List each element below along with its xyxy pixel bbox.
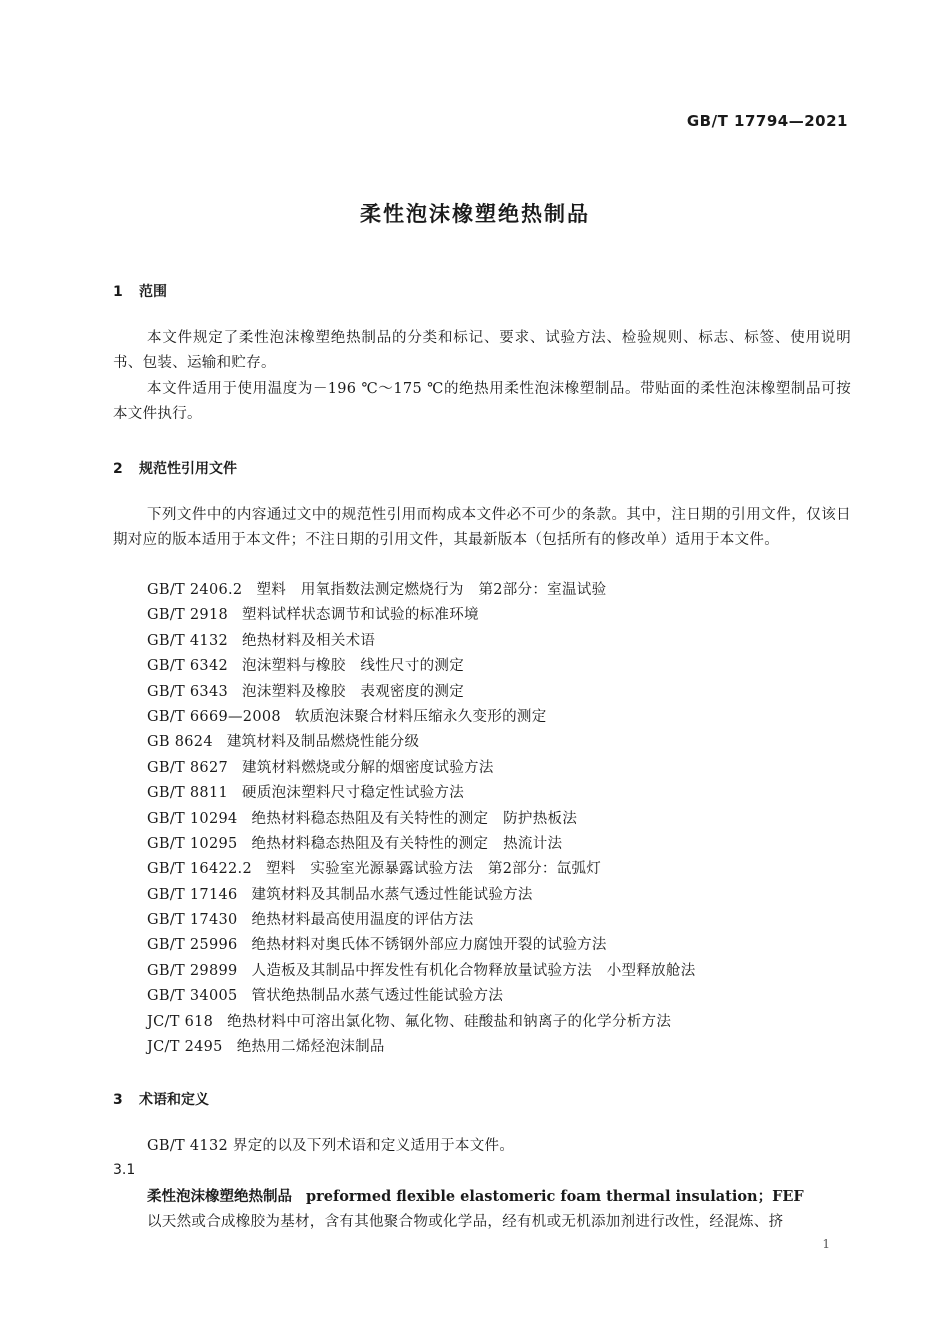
section-3-heading [113,1089,209,1109]
reference-title: 建筑材料燃烧或分解的烟密度试验方法 [242,759,494,776]
reference-code: GB/T 6342 [147,658,229,675]
reference-item [147,629,696,654]
reference-item [147,908,696,933]
reference-title: 绝热材料对奥氏体不锈钢外部应力腐蚀开裂的试验方法 [251,937,607,954]
reference-title: 塑料 用氧指数法测定燃烧行为 第2部分：室温试验 [256,582,607,598]
section-title: 术语和定义 [139,1092,209,1108]
reference-code: GB/T 4132 [147,632,229,649]
reference-item [147,680,696,705]
reference-item [147,578,696,603]
reference-title: 人造板及其制品中挥发性有机化合物释放量试验方法 小型释放舱法 [251,962,696,979]
reference-item [147,857,696,882]
section-2-heading [113,458,237,478]
reference-code: GB/T 17430 [147,912,238,929]
section-1-paragraph-2: 本文件适用于使用温度为－196 ℃～175 ℃的绝热用柔性泡沫橡塑制品。带贴面的柔性泡沫橡塑制品可按本文件执行。 [113,381,851,422]
section-3-intro: GB/T 4132 界定的以及下列术语和定义适用于本文件。 [147,1138,515,1154]
section-1-paragraph-1: 本文件规定了柔性泡沫橡塑绝热制品的分类和标记、要求、试验方法、检验规则、标志、标签、使用说明书、包装、运输和贮存。 [113,330,851,371]
reference-item [147,756,696,781]
reference-code: GB/T 6343 [147,683,229,700]
reference-title: 管状绝热制品水蒸气透过性能试验方法 [251,988,504,1005]
reference-code: GB 8624 [147,734,213,751]
term-english: preformed flexible elastomeric foam thermal insulation；FEF [306,1188,804,1205]
reference-item [147,959,696,984]
standard-code: GB/T 17794—2021 [686,112,848,130]
reference-title: 软质泡沫聚合材料压缩永久变形的测定 [294,708,547,725]
reference-item [147,933,696,958]
section-title: 范围 [139,284,167,300]
section-number: 3 [113,1092,123,1108]
reference-code: GB/T 29899 [147,962,238,979]
section-1-heading [113,281,167,301]
reference-title: 建筑材料及制品燃烧性能分级 [226,734,420,751]
reference-item [147,984,696,1009]
reference-item [147,705,696,730]
reference-title: 硬质泡沫塑料尺寸稳定性试验方法 [242,785,465,802]
reference-item [147,781,696,806]
section-number: 2 [113,461,123,477]
reference-title: 塑料 实验室光源暴露试验方法 第2部分：氙弧灯 [265,861,602,878]
reference-code: GB/T 25996 [147,937,238,954]
section-title: 规范性引用文件 [139,461,237,477]
reference-title: 绝热用二烯烃泡沫制品 [236,1039,385,1056]
term-number: 3.1 [113,1162,136,1178]
term-entry [147,1185,804,1206]
reference-code: GB/T 10295 [147,835,238,852]
reference-code: JC/T 618 [147,1013,214,1030]
reference-code: GB/T 10294 [147,810,238,827]
section-number: 1 [113,284,123,300]
reference-code: GB/T 6669—2008 [147,708,281,725]
document-title: 柔性泡沫橡塑绝热制品 [360,202,590,226]
reference-title: 泡沫塑料及橡胶 表观密度的测定 [242,683,465,700]
reference-item [147,807,696,832]
reference-title: 绝热材料稳态热阻及有关特性的测定 防护热板法 [251,810,578,827]
reference-title: 绝热材料稳态热阻及有关特性的测定 热流计法 [251,835,563,852]
reference-code: GB/T 16422.2 [147,861,252,878]
reference-title: 绝热材料最高使用温度的评估方法 [251,912,474,929]
reference-title: 泡沫塑料与橡胶 线性尺寸的测定 [242,658,465,675]
page-number: 1 [822,1237,830,1251]
reference-title: 绝热材料及相关术语 [242,632,376,649]
reference-code: JC/T 2495 [147,1039,223,1056]
section-2-intro: 下列文件中的内容通过文中的规范性引用而构成本文件必不可少的条款。其中，注日期的引用文件，仅该日期对应的版本适用于本文件；不注日期的引用文件，其最新版本（包括所有的修改单）适用于本文件。 [113,507,851,548]
reference-code: GB/T 2406.2 [147,582,243,598]
reference-code: GB/T 8627 [147,759,229,776]
reference-title: 建筑材料及其制品水蒸气透过性能试验方法 [251,886,533,903]
term-definition: 以天然或合成橡胶为基材，含有其他聚合物或化学品，经有机或无机添加剂进行改性，经混炼、挤 [147,1214,784,1230]
reference-item [147,883,696,908]
reference-code: GB/T 8811 [147,785,229,802]
reference-title: 绝热材料中可溶出氯化物、氟化物、硅酸盐和钠离子的化学分析方法 [227,1013,672,1030]
reference-item [147,654,696,679]
reference-code: GB/T 2918 [147,607,229,624]
reference-title: 塑料试样状态调节和试验的标准环境 [242,607,479,624]
reference-item [147,1035,696,1060]
reference-code: GB/T 17146 [147,886,238,903]
reference-item [147,603,696,628]
normative-references-list [147,578,696,1060]
reference-item [147,730,696,755]
reference-code: GB/T 34005 [147,988,238,1005]
reference-item [147,1010,696,1035]
term-chinese: 柔性泡沫橡塑绝热制品 [147,1189,292,1205]
reference-item [147,832,696,857]
